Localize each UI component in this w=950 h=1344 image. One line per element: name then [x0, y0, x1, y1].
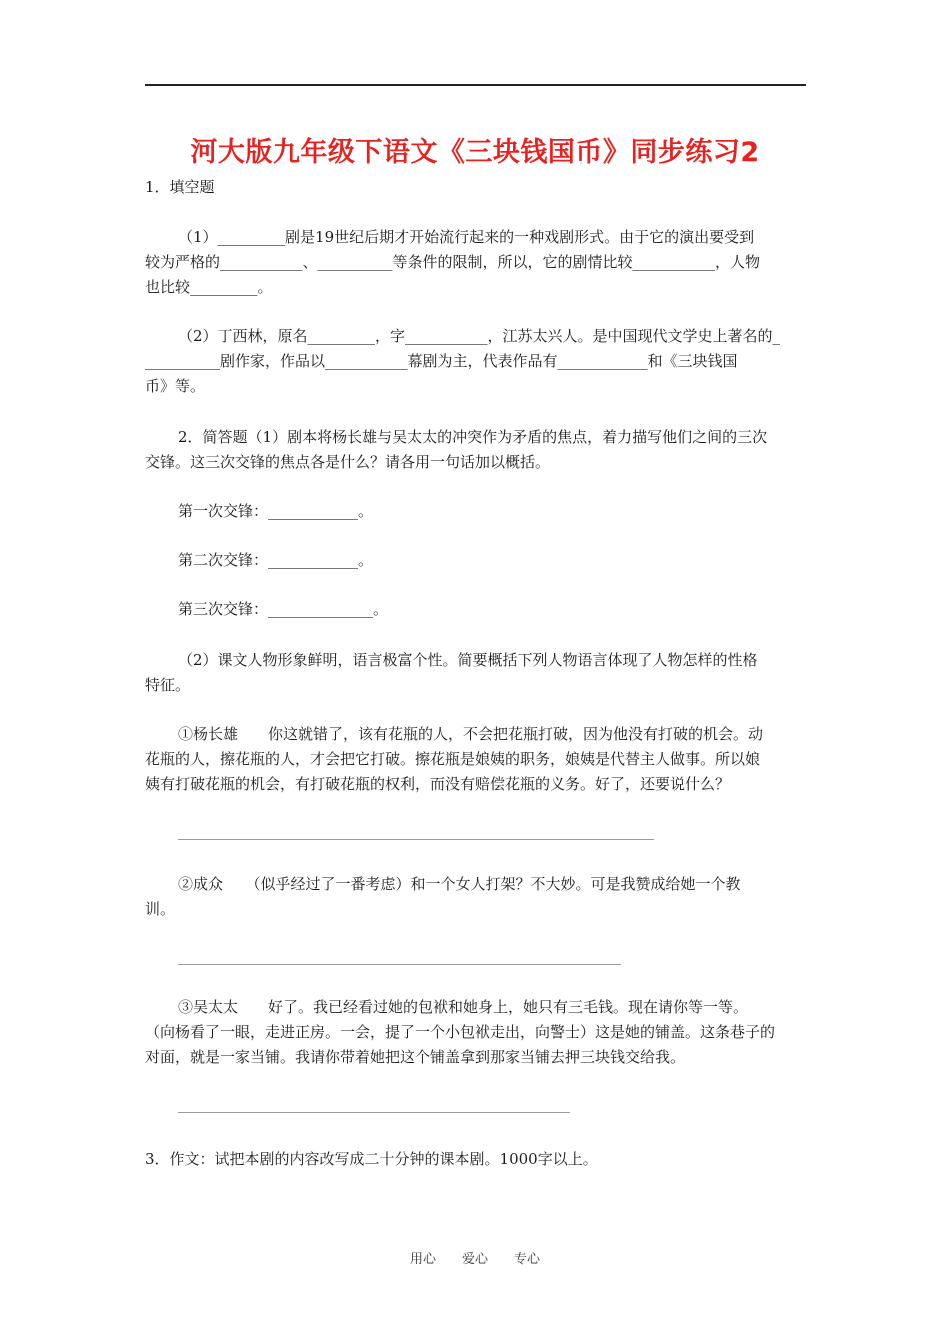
header-rule	[145, 84, 806, 86]
q1-part1-line1: （1）_________剧是19世纪后期才开始流行起来的一种戏剧形式。由于它的演出要受到	[178, 228, 755, 246]
answer-blank-2	[178, 964, 621, 965]
question-3: 3．作文：试把本剧的内容改写成二十分钟的课本剧。1000字以上。	[145, 1150, 598, 1168]
document-title: 河大版九年级下语文《三块钱国币》同步练习2	[190, 137, 760, 168]
q1-part2-line1: （2）丁西林，原名_________，字___________，江苏太兴人。是中国现代文学史上著名的_	[178, 327, 781, 345]
chengzhong-quote-line2: 训。	[145, 900, 176, 918]
yang-quote-line1: ①杨长雄 你这就错了，该有花瓶的人，不会把花瓶打破，因为他没有打破的机会。动	[178, 725, 764, 743]
yang-quote-line3: 姨有打破花瓶的机会，有打破花瓶的权利，而没有赔偿花瓶的义务。好了，还要说什么？	[145, 775, 731, 793]
wu-quote-line3: 对面，就是一家当铺。我请你带着她把这个铺盖拿到那家当铺去押三块钱交给我。	[145, 1048, 686, 1066]
q1-part2-line3: 币》等。	[145, 377, 206, 395]
wu-quote-line2: （向杨看了一眼，走进正房。一会，提了一个小包袱走出，向警士）这是她的铺盖。这条巷子的	[145, 1023, 776, 1041]
page-footer: 用心 爱心 专心	[409, 1252, 540, 1267]
question-2-line1: 2．简答题（1）剧本将杨长雄与吴太太的冲突作为矛盾的焦点，着力描写他们之间的三次	[178, 428, 768, 446]
q1-part1-line2: 较为严格的___________、__________等条件的限制，所以，它的剧情比较___________，人物	[145, 253, 761, 271]
q2-part2-line2: 特征。	[145, 676, 191, 694]
chengzhong-quote-line1: ②成众 （似乎经过了一番考虑）和一个女人打架？不大妙。可是我赞成给她一个教	[178, 875, 741, 893]
second-confrontation: 第二次交锋：____________。	[178, 551, 374, 569]
wu-quote-line1: ③吴太太 好了。我已经看过她的包袱和她身上，她只有三毛钱。现在请你等一等。	[178, 998, 749, 1016]
question-2-line2: 交锋。这三次交锋的焦点各是什么？请各用一句话加以概括。	[145, 453, 551, 471]
q2-part2-line1: （2）课文人物形象鲜明，语言极富个性。简要概括下列人物语言体现了人物怎样的性格	[178, 651, 758, 669]
q1-part2-line2: __________剧作家，作品以___________幕剧为主，代表作品有____________和《三块钱国	[145, 352, 738, 370]
first-confrontation: 第一次交锋：____________。	[178, 502, 374, 520]
q1-part1-line3: 也比较_________。	[145, 278, 273, 296]
answer-blank-3	[178, 1112, 570, 1113]
yang-quote-line2: 花瓶的人，擦花瓶的人，才会把它打破。擦花瓶是娘姨的职务，娘姨是代替主人做事。所以娘	[145, 750, 761, 768]
answer-blank-1	[178, 839, 654, 840]
question-1-heading: 1．填空题	[145, 178, 215, 196]
third-confrontation: 第三次交锋：______________。	[178, 600, 389, 618]
